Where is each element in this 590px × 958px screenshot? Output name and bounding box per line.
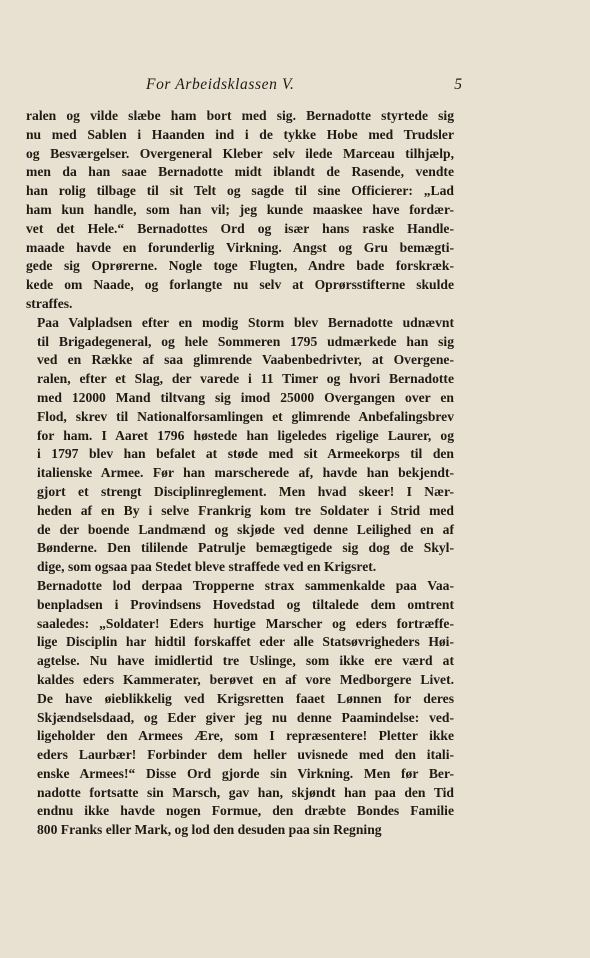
paragraph [26,314,454,577]
text-line: saaledes: „Soldater! Eders hurtige Marscher og eders fortræffe- [37,615,454,631]
text-line: han rolig tilbage til sit Telt og sagde til sine Officierer: „Lad [26,183,454,199]
text-line: maade havde en forunderlig Virkning. Angst og Gru bemægti- [26,239,454,255]
text-line: ved en Række af saa glimrende Vaabenbedrivter, at Overgene- [37,352,454,368]
text-line: enske Armees!“ Disse Ord gjorde sin Virkning. Men før Ber- [37,765,454,781]
text-line: Skjændselsdaad, og Eder giver jeg nu denne Paamindelse: ved- [37,709,454,725]
text-line: for ham. I Aaret 1796 høstede han ligeledes rigelige Laurer, og [37,427,454,443]
paragraph [26,107,454,314]
text-line: de der boende Landmænd og skjøde ved denne Leilighed en af [37,521,454,537]
text-line: italienske Armee. Før han marscherede af, havde han bekjendt- [37,465,454,481]
text-line: nadotte fortsatte sin Marsch, gav han, skjøndt han paa den Tid [37,784,454,800]
text-line: endnu ikke havde nogen Formue, den dræbte Bondes Familie [37,803,454,819]
body-text [26,107,454,840]
text-line: Flod, skrev til Nationalforsamlingen et glimrende Anbefalingsbrev [37,408,454,424]
text-line: lige Disciplin har hidtil forskaffet eder alle Statsøvrigheders Høi- [37,634,454,650]
paragraph [26,577,454,840]
text-line: og Besværgelser. Overgeneral Kleber selv ilede Marceau tilhjælp, [26,145,454,161]
text-line: heden af en By i selve Frankrig kom tre Soldater i Strid med [37,502,454,518]
text-line: ralen og vilde slæbe ham bort med sig. Bernadotte styrtede sig [26,108,454,123]
text-line: ralen, efter et Slag, der varede i 11 Timer og hvori Bernadotte [37,371,454,387]
text-line: gede sig Oprørerne. Nogle toge Flugten, Andre bade forskræk- [26,258,454,274]
text-line: vet det Hele.“ Bernadottes Ord og især hans raske Handle- [26,220,454,236]
text-line: 800 Franks eller Mark, og lod den desuden paa sin Regning [37,822,382,838]
text-line: gjort et strengt Disciplinreglement. Men hvad skeer! I Nær- [37,483,454,499]
text-line: Bønderne. Den tililende Patrulje bemægtigede sig dog de Skyl- [37,540,454,556]
text-line: Bernadotte lod derpaa Tropperne strax sammenkalde paa Vaa- [37,577,454,593]
text-line: til Brigadegeneral, og hele Sommeren 1795 udmærkede han sig [37,333,454,349]
text-line: kede om Naade, og forlangte nu selv at Oprørsstifterne skulde [26,277,454,293]
text-line: ham kun handle, som han vil; jeg kunde maaskee have fordær- [26,201,454,217]
text-line: men da han saae Bernadotte midt iblandt de Rasende, vendte [26,164,454,180]
text-line: ligeholder den Armees Ære, som I repræsentere! Pletter ikke [37,728,454,744]
text-line: agtelse. Nu have imidlertid tre Uslinge, som ikke ere værd at [37,653,454,669]
text-line: dige, som ogsaa paa Stedet bleve straffede ved en Krigsret. [37,559,377,575]
text-line: med 12000 Mand tiltvang sig imod 25000 Overgangen over en [37,389,454,405]
text-line: straffes. [26,295,73,311]
text-line: eders Laurbær! Forbinder dem heller uvisnede med den itali- [37,747,454,763]
running-header [146,76,462,98]
page-number: 5 [454,76,462,93]
text-line: benpladsen i Provindsens Hovedstad og tiltalede dem omtrent [37,596,454,612]
running-title: For Arbeidsklassen V. [146,76,295,93]
text-line: i 1797 blev han befalet at støde med sit Armeekorps til den [37,446,454,462]
text-line: nu med Sablen i Haanden ind i de tykke Hobe med Trudsler [26,126,454,142]
text-line: kaldes eders Kammerater, berøvet en af vore Medborgere Livet. [37,671,454,687]
text-line: Paa Valpladsen efter en modig Storm blev Bernadotte udnævnt [37,314,454,330]
text-line: De have øieblikkelig ved Krigsretten faaet Lønnen for deres [37,690,454,706]
